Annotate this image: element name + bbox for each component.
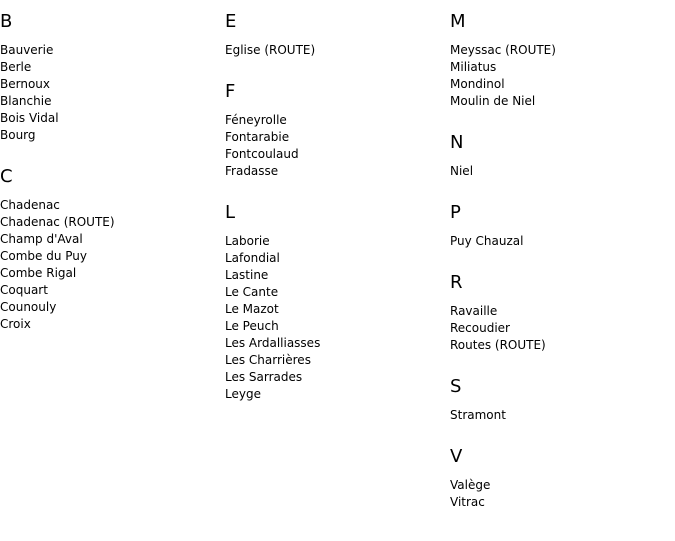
letter-group	[225, 11, 445, 59]
list-item[interactable]: Blanchie	[0, 94, 52, 108]
list-item[interactable]: Leyge	[225, 387, 261, 401]
list-item[interactable]: Recoudier	[450, 321, 510, 335]
letter-heading: R	[450, 272, 463, 293]
list-item[interactable]: Bois Vidal	[0, 111, 59, 125]
list-item[interactable]: Counouly	[0, 300, 57, 314]
letter-group	[225, 81, 445, 180]
list-item[interactable]: Stramont	[450, 408, 506, 422]
list-item[interactable]: Laborie	[225, 234, 270, 248]
list-item[interactable]: Puy Chauzal	[450, 234, 524, 248]
letter-heading: F	[225, 81, 236, 102]
entry-list	[225, 112, 445, 180]
entry-list	[0, 42, 220, 144]
entry-list	[450, 233, 670, 250]
list-item[interactable]: Féneyrolle	[225, 113, 287, 127]
letter-group	[450, 202, 670, 250]
list-item[interactable]: Chadenac	[0, 198, 60, 212]
letter-heading: N	[450, 132, 464, 153]
entry-list	[0, 197, 220, 333]
letter-group	[450, 272, 670, 354]
letter-heading: C	[0, 166, 13, 187]
letter-heading: V	[450, 446, 463, 467]
list-item[interactable]: Vitrac	[450, 495, 485, 509]
entry-list	[450, 42, 670, 110]
letter-group	[225, 202, 445, 403]
entry-list	[450, 477, 670, 511]
list-item[interactable]: Lafondial	[225, 251, 280, 265]
list-item[interactable]: Bauverie	[0, 43, 54, 57]
index-column-2	[225, 0, 445, 403]
letter-heading: S	[450, 376, 462, 397]
list-item[interactable]: Le Mazot	[225, 302, 279, 316]
list-item[interactable]: Fontarabie	[225, 130, 290, 144]
list-item[interactable]: Moulin de Niel	[450, 94, 536, 108]
list-item[interactable]: Fontcoulaud	[225, 147, 299, 161]
letter-group	[450, 132, 670, 180]
list-item[interactable]: Combe Rigal	[0, 266, 77, 280]
letter-heading: P	[450, 202, 461, 223]
letter-group	[0, 166, 220, 333]
letter-heading: B	[0, 11, 13, 32]
entry-list	[450, 163, 670, 180]
list-item[interactable]: Eglise (ROUTE)	[225, 43, 316, 57]
list-item[interactable]: Berle	[0, 60, 32, 74]
index-column-1	[0, 0, 220, 333]
list-item[interactable]: Croix	[0, 317, 31, 331]
entry-list	[225, 233, 445, 403]
list-item[interactable]: Chadenac (ROUTE)	[0, 215, 115, 229]
list-item[interactable]: Routes (ROUTE)	[450, 338, 546, 352]
list-item[interactable]: Ravaille	[450, 304, 498, 318]
letter-heading: L	[225, 202, 236, 223]
entry-list	[450, 303, 670, 354]
letter-heading: E	[225, 11, 237, 32]
list-item[interactable]: Coquart	[0, 283, 48, 297]
list-item[interactable]: Les Sarrades	[225, 370, 303, 384]
letter-group	[450, 11, 670, 110]
list-item[interactable]: Lastine	[225, 268, 269, 282]
list-item[interactable]: Combe du Puy	[0, 249, 87, 263]
list-item[interactable]: Miliatus	[450, 60, 497, 74]
list-item[interactable]: Bourg	[0, 128, 36, 142]
list-item[interactable]: Le Cante	[225, 285, 279, 299]
list-item[interactable]: Niel	[450, 164, 474, 178]
index-column-3	[450, 0, 670, 511]
letter-heading: M	[450, 11, 466, 32]
list-item[interactable]: Bernoux	[0, 77, 50, 91]
entry-list	[225, 42, 445, 59]
letter-group	[450, 376, 670, 424]
entry-list	[450, 407, 670, 424]
list-item[interactable]: Champ d'Aval	[0, 232, 83, 246]
list-item[interactable]: Fradasse	[225, 164, 279, 178]
letter-group	[450, 446, 670, 511]
list-item[interactable]: Mondinol	[450, 77, 505, 91]
list-item[interactable]: Valège	[450, 478, 491, 492]
list-item[interactable]: Les Ardalliasses	[225, 336, 321, 350]
letter-group	[0, 11, 220, 144]
list-item[interactable]: Le Peuch	[225, 319, 279, 333]
list-item[interactable]: Meyssac (ROUTE)	[450, 43, 556, 57]
list-item[interactable]: Les Charrières	[225, 353, 311, 367]
